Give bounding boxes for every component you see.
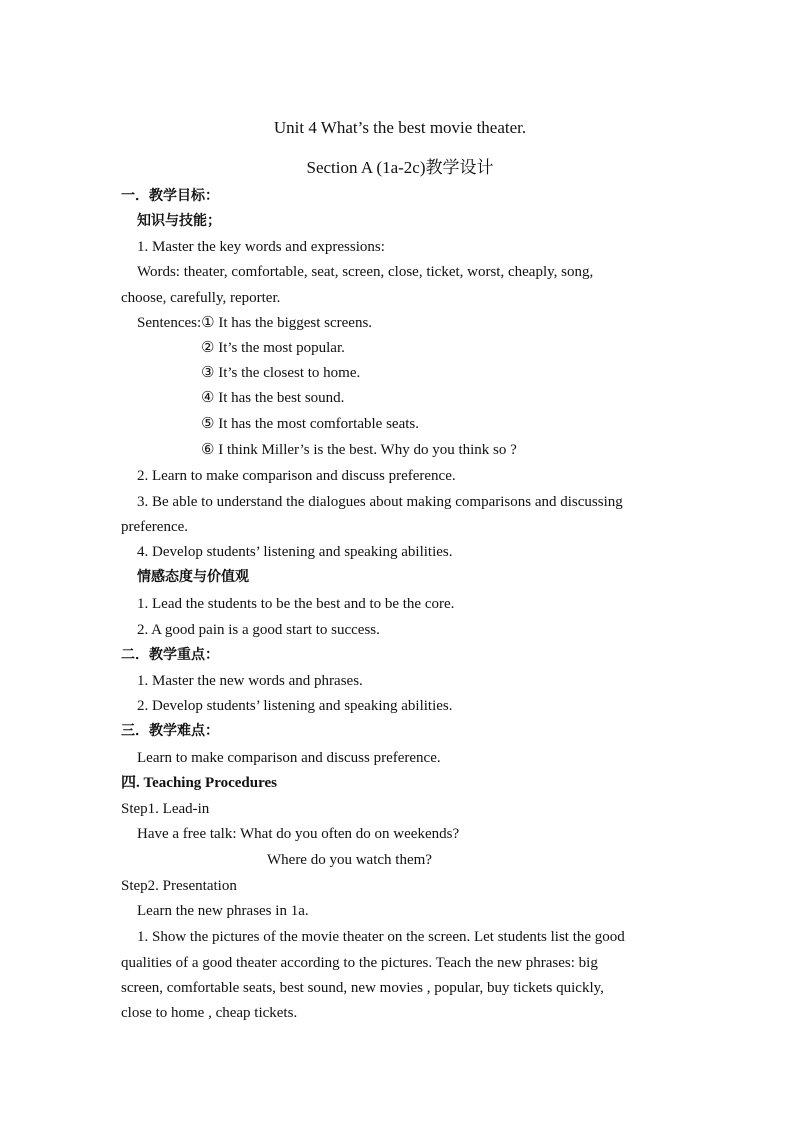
sentence-4: ④ It has the best sound. (201, 390, 345, 406)
section-difficulties-heading: 三．教学难点： (121, 723, 219, 739)
objective-2: 2. Learn to make comparison and discuss preference. (137, 468, 456, 484)
sentence-1: Sentences:① It has the biggest screens. (137, 315, 373, 331)
document-title: Unit 4 What’s the best movie theater. (273, 118, 527, 137)
step-1-label: Step1. Lead-in (121, 801, 210, 817)
emotion-item-1: 1. Lead the students to be the best and to be the core. (137, 596, 455, 612)
difficulty-1: Learn to make comparison and discuss preference. (137, 750, 441, 766)
objective-4: 4. Develop students’ listening and speaking abilities. (137, 544, 453, 560)
show-pictures-line-3: screen, comfortable seats, best sound, new movies , popular, buy tickets quickly, (121, 980, 604, 996)
show-pictures-line-2: qualities of a good theater according to the pictures. Teach the new phrases: big (121, 955, 598, 971)
knowledge-skills-heading: 知识与技能； (137, 213, 221, 229)
emotion-item-2: 2. A good pain is a good start to success. (137, 622, 380, 638)
sentence-2: ② It’s the most popular. (201, 340, 345, 356)
key-point-2: 2. Develop students’ listening and speaking abilities. (137, 698, 453, 714)
show-pictures-line-1: 1. Show the pictures of the movie theater on the screen. Let students list the good (137, 929, 625, 945)
emotion-values-heading: 情感态度与价值观 (137, 569, 249, 585)
objective-3-line-2: preference. (121, 519, 189, 535)
section-objectives-heading: 一．教学目标： (121, 188, 219, 204)
learn-phrases-line: Learn the new phrases in 1a. (137, 903, 309, 919)
section-procedures-heading: 四. Teaching Procedures (121, 775, 277, 791)
key-point-1: 1. Master the new words and phrases. (137, 673, 363, 689)
sentence-3: ③ It’s the closest to home. (201, 365, 361, 381)
objective-3-line-1: 3. Be able to understand the dialogues about making comparisons and discussing (137, 494, 623, 510)
document-subtitle: Section A (1a-2c)教学设计 (306, 158, 494, 177)
show-pictures-line-4: close to home , cheap tickets. (121, 1005, 298, 1021)
free-talk-line-2: Where do you watch them? (267, 852, 432, 868)
section-key-points-heading: 二．教学重点： (121, 647, 219, 663)
sentence-6: ⑥ I think Miller’s is the best. Why do you think so ? (201, 442, 517, 458)
free-talk-line-1: Have a free talk: What do you often do on weekends? (137, 826, 460, 842)
objective-1: 1. Master the key words and expressions: (137, 239, 385, 255)
words-line-2: choose, carefully, reporter. (121, 290, 281, 306)
sentence-5: ⑤ It has the most comfortable seats. (201, 416, 419, 432)
words-line-1: Words: theater, comfortable, seat, screen, close, ticket, worst, cheaply, song, (137, 264, 594, 280)
step-2-label: Step2. Presentation (121, 878, 237, 894)
